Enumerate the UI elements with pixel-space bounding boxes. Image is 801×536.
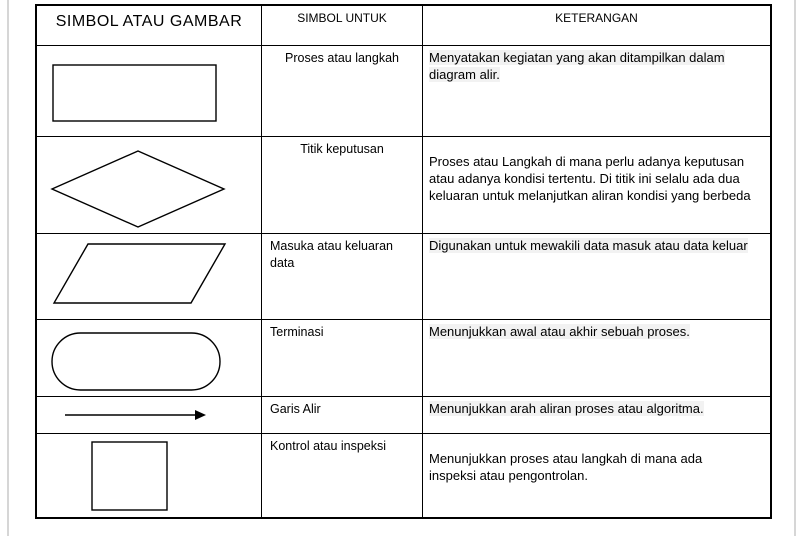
keterangan-text: Menunjukkan proses atau langkah di mana ada inspeksi atau pengontrolan. bbox=[429, 451, 703, 483]
decision-diamond-icon bbox=[37, 137, 262, 233]
inspection-square-icon bbox=[37, 434, 262, 517]
terminator-stadium-icon bbox=[37, 320, 262, 396]
column-header-keterangan: KETERANGAN bbox=[555, 11, 638, 25]
symbol-cell bbox=[37, 46, 262, 136]
table-row-terminasi bbox=[37, 320, 770, 397]
symbol-cell bbox=[37, 397, 262, 433]
table-row-masuka-keluaran-data bbox=[37, 234, 770, 320]
simbol-untuk-label: Garis Alir bbox=[262, 397, 423, 433]
symbols-table bbox=[35, 4, 772, 519]
column-header-simbol-untuk: SIMBOL UNTUK bbox=[262, 6, 423, 45]
table-header-row bbox=[37, 6, 770, 46]
simbol-untuk-label: Masuka atau keluaran data bbox=[262, 234, 423, 319]
keterangan-text: Proses atau Langkah di mana perlu adanya keputusan atau adanya kondisi tertentu. Di titik ini selalu ada dua keluaran untuk melanjutkan aliran kondisi yang berbeda bbox=[429, 154, 751, 203]
flowline-arrow-icon bbox=[37, 397, 262, 433]
simbol-untuk-label: Proses atau langkah bbox=[262, 46, 423, 136]
symbol-cell bbox=[37, 137, 262, 233]
data-parallelogram-icon bbox=[37, 234, 262, 319]
simbol-untuk-label: Terminasi bbox=[262, 320, 423, 396]
simbol-untuk-label: Kontrol atau inspeksi bbox=[262, 434, 423, 517]
symbol-cell bbox=[37, 234, 262, 319]
page-left-edge bbox=[7, 0, 9, 536]
table-row-proses bbox=[37, 46, 770, 137]
symbol-cell bbox=[37, 320, 262, 396]
table-row-titik-keputusan bbox=[37, 137, 770, 234]
column-header-simbol-atau-gambar: SIMBOL ATAU GAMBAR bbox=[37, 6, 262, 45]
keterangan-text: Menunjukkan arah aliran proses atau algoritma. bbox=[429, 401, 704, 416]
symbol-cell bbox=[37, 434, 262, 517]
simbol-untuk-label: Titik keputusan bbox=[262, 137, 423, 233]
keterangan-text: Digunakan untuk mewakili data masuk atau data keluar bbox=[429, 238, 748, 253]
table-row-garis-alir bbox=[37, 397, 770, 434]
process-rectangle-icon bbox=[37, 46, 262, 136]
page-right-edge bbox=[794, 0, 796, 536]
keterangan-text: Menunjukkan awal atau akhir sebuah proses. bbox=[429, 324, 690, 339]
keterangan-text: Menyatakan kegiatan yang akan ditampilkan dalam diagram alir. bbox=[429, 50, 725, 82]
table-row-kontrol-inspeksi bbox=[37, 434, 770, 517]
